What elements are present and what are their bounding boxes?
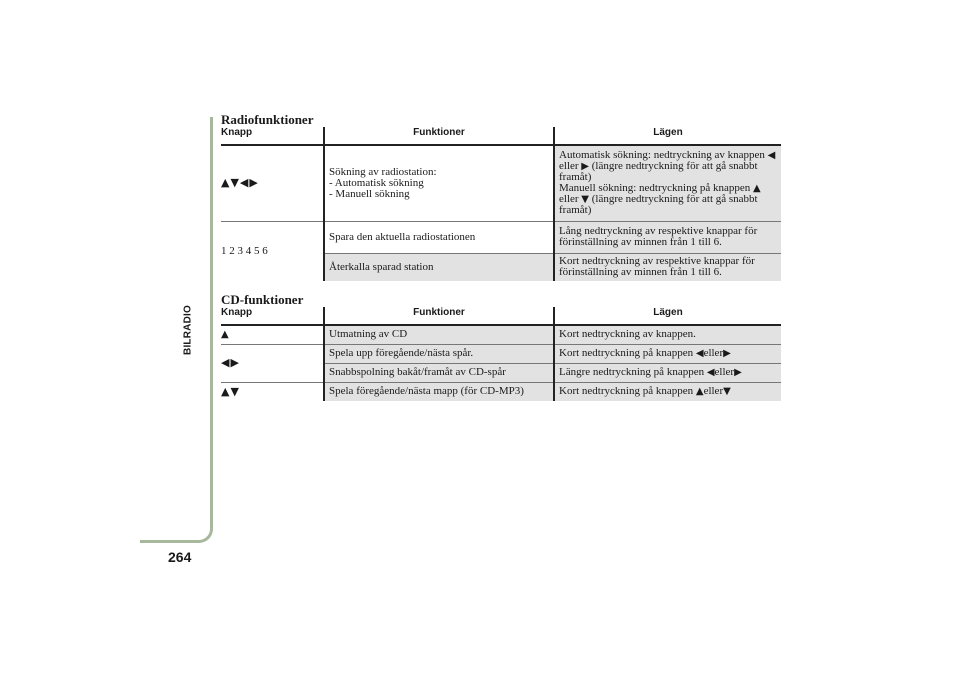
function-cell: Spela upp föregående/nästa spår. xyxy=(324,344,554,363)
preset-keys: 1 2 3 4 5 6 xyxy=(221,244,268,257)
mode-text: Manuell sökning: nedtryckning på knappen xyxy=(559,182,751,195)
header-funktioner: Funktioner xyxy=(324,307,554,325)
table-header-row xyxy=(221,307,781,325)
button-cell xyxy=(221,344,324,382)
mode-cell xyxy=(554,145,781,221)
table-row xyxy=(221,382,781,401)
header-knapp: Knapp xyxy=(221,307,324,325)
function-line: - Manuell sökning xyxy=(329,187,410,200)
up-arrow-icon: ▲ xyxy=(753,183,761,195)
cd-functions-table xyxy=(221,307,781,401)
header-lagen: Lägen xyxy=(554,307,781,325)
mode-text: Automatisk sökning: nedtryckning av knappen xyxy=(559,149,765,162)
header-knapp: Knapp xyxy=(221,127,324,145)
mode-cell: Kort nedtryckning av respektive knappar för förinställning av minnen från 1 till 6. xyxy=(554,253,781,281)
mode-text: Kort nedtryckning på knappen xyxy=(559,385,694,398)
cd-section-title: CD-funktioner xyxy=(221,292,304,307)
page-margin-rule xyxy=(140,117,213,543)
mode-text: (längre nedtryckning för att gå snabbt framåt) xyxy=(559,160,758,184)
table-header-row xyxy=(221,127,781,145)
mode-cell: Lång nedtryckning av respektive knappar för förinställning av minnen från 1 till 6. xyxy=(554,221,781,253)
table-row xyxy=(221,325,781,344)
left-arrow-icon: ◀ xyxy=(695,348,704,359)
button-cell xyxy=(221,382,324,401)
table-row xyxy=(221,344,781,363)
function-cell xyxy=(324,145,554,221)
track-arrows-icon: ◀▶ xyxy=(221,356,240,369)
mode-cell xyxy=(554,344,781,363)
function-cell: Snabbspolning bakåt/framåt av CD-spår xyxy=(324,363,554,382)
table-row xyxy=(221,145,781,221)
left-arrow-icon: ◀ xyxy=(706,367,715,378)
header-funktioner: Funktioner xyxy=(324,127,554,145)
mode-text: Längre nedtryckning på knappen xyxy=(559,366,705,378)
chapter-tab: BILRADIO xyxy=(182,305,194,355)
button-cell xyxy=(221,145,324,221)
function-line: - Automatisk sökning xyxy=(329,176,424,189)
button-cell xyxy=(221,221,324,281)
mode-text: eller xyxy=(703,347,724,359)
function-cell: Återkalla sparad station xyxy=(324,253,554,281)
function-line: Sökning av radiostation: xyxy=(329,165,437,178)
up-arrow-icon: ▲ xyxy=(695,386,704,398)
right-arrow-icon: ▶ xyxy=(581,161,589,173)
mode-text: eller xyxy=(703,385,724,398)
mode-text: eller xyxy=(559,193,579,206)
mode-cell xyxy=(554,363,781,382)
radio-section-title: Radiofunktioner xyxy=(221,112,314,127)
mode-text: (längre nedtryckning för att gå snabbt framåt) xyxy=(559,193,758,217)
button-cell xyxy=(221,325,324,344)
mode-cell xyxy=(554,382,781,401)
function-cell: Spara den aktuella radiostationen xyxy=(324,221,554,253)
mode-cell: Kort nedtryckning av knappen. xyxy=(554,325,781,344)
left-arrow-icon: ◀ xyxy=(767,150,776,162)
right-arrow-icon: ▶ xyxy=(723,348,731,359)
page-number: 264 xyxy=(168,549,192,565)
down-arrow-icon: ▼ xyxy=(723,386,731,398)
down-arrow-icon: ▼ xyxy=(581,194,589,206)
mode-text: eller xyxy=(559,160,579,173)
eject-icon: ▲ xyxy=(221,329,229,341)
mode-text: eller xyxy=(714,366,735,378)
header-lagen: Lägen xyxy=(554,127,781,145)
mode-text: Kort nedtryckning på knappen xyxy=(559,347,694,359)
function-cell: Utmatning av CD xyxy=(324,325,554,344)
arrow-keys-icon: ▲▼◀▶ xyxy=(221,176,259,190)
function-cell: Spela föregående/nästa mapp (för CD-MP3) xyxy=(324,382,554,401)
table-row xyxy=(221,221,781,253)
right-arrow-icon: ▶ xyxy=(734,367,742,378)
folder-arrows-icon: ▲▼ xyxy=(221,384,240,398)
radio-functions-table xyxy=(221,127,781,281)
